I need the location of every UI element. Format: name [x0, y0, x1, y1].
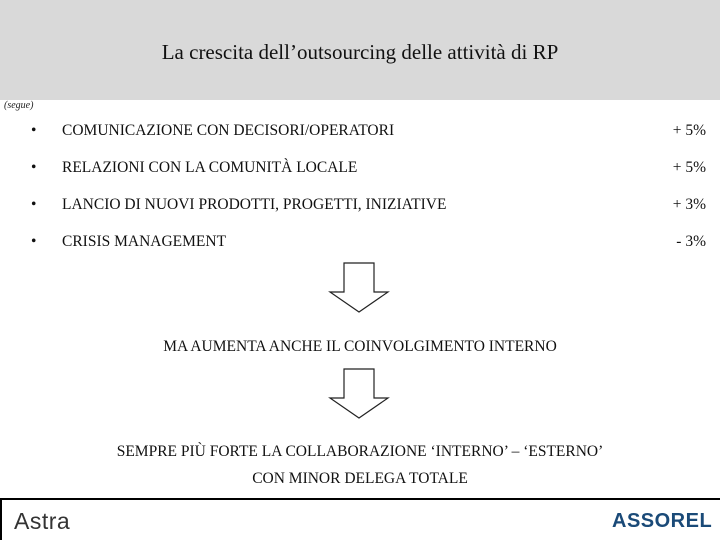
bullet-change: + 5%: [672, 122, 706, 139]
bullet-marker: •: [31, 122, 37, 139]
message-collaboration-line1: SEMPRE PIÙ FORTE LA COLLABORAZIONE ‘INTERNO’ – ‘ESTERNO’: [116, 443, 604, 460]
bullet-item: [0, 122, 720, 144]
footer-divider: [0, 498, 720, 500]
bullet-change: - 3%: [676, 233, 706, 250]
astra-logo: Astra: [14, 508, 71, 534]
down-arrow-icon: [328, 368, 390, 420]
segue-label: (segue): [4, 100, 34, 111]
bullet-text: CRISIS MANAGEMENT: [62, 233, 227, 250]
bullet-text: LANCIO DI NUOVI PRODOTTI, PROGETTI, INIZIATIVE: [62, 196, 447, 213]
bullet-item: [0, 159, 720, 181]
bullet-change: + 5%: [672, 159, 706, 176]
message-collaboration-line2: CON MINOR DELEGA TOTALE: [252, 470, 468, 487]
bullet-item: [0, 233, 720, 255]
assorel-logo: ASSOREL: [612, 510, 713, 532]
message-internal-involvement: MA AUMENTA ANCHE IL COINVOLGIMENTO INTERNO: [163, 338, 557, 355]
footer-left-border: [0, 498, 2, 540]
bullet-marker: •: [31, 233, 37, 250]
bullet-marker: •: [31, 196, 37, 213]
down-arrow-icon: [328, 262, 390, 314]
bullet-text: COMUNICAZIONE CON DECISORI/OPERATORI: [62, 122, 395, 139]
slide-header: [0, 0, 720, 100]
bullet-marker: •: [31, 159, 37, 176]
bullet-item: [0, 196, 720, 218]
bullet-change: + 3%: [672, 196, 706, 213]
slide-title: La crescita dell’outsourcing delle attività di RP: [161, 40, 559, 64]
bullet-text: RELAZIONI CON LA COMUNITÀ LOCALE: [62, 159, 358, 176]
